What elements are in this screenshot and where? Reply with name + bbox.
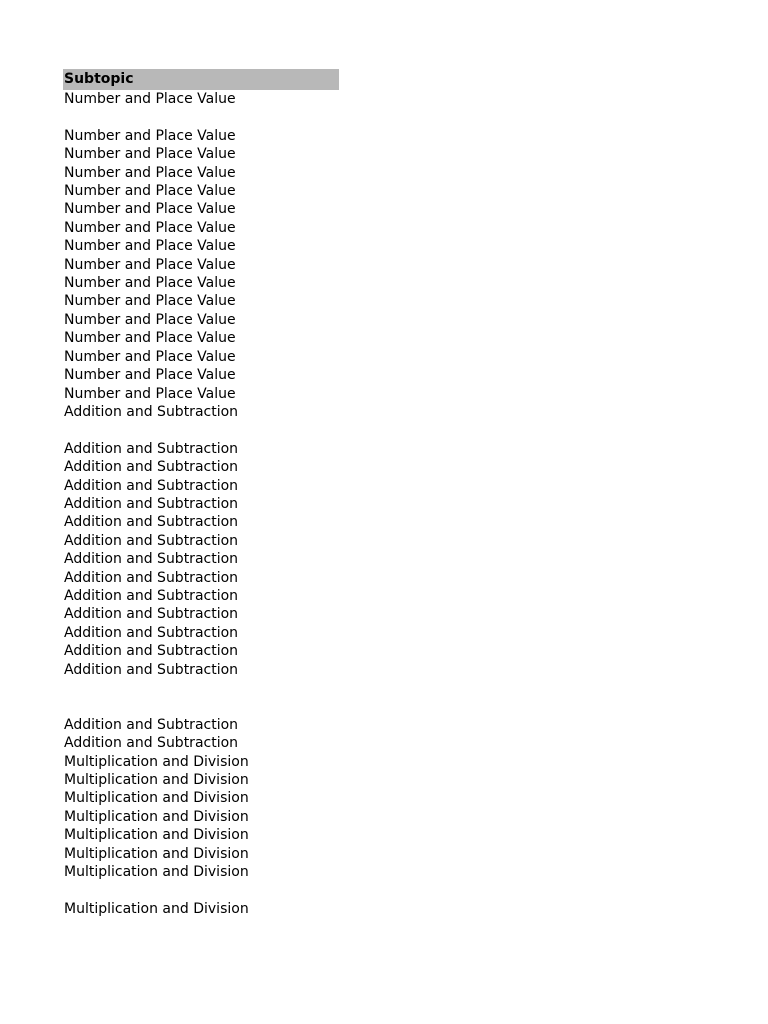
table-row[interactable]: Multiplication and Division (64, 845, 249, 862)
table-row[interactable]: Number and Place Value (64, 219, 236, 236)
table-row[interactable]: Addition and Subtraction (64, 606, 239, 623)
empty-cell[interactable] (63, 421, 339, 439)
table-row[interactable]: Multiplication and Division (64, 827, 249, 844)
table-row[interactable]: Number and Place Value (64, 238, 236, 255)
table-row[interactable]: Number and Place Value (64, 164, 236, 181)
table-row[interactable]: Number and Place Value (64, 146, 236, 163)
table-row[interactable]: Addition and Subtraction (64, 514, 239, 531)
table-row[interactable]: Number and Place Value (64, 311, 236, 328)
table-row[interactable]: Number and Place Value (64, 367, 236, 384)
table-row[interactable]: Multiplication and Division (64, 864, 249, 881)
table-row[interactable]: Number and Place Value (64, 201, 236, 218)
spreadsheet-column (63, 69, 339, 918)
table-row[interactable]: Multiplication and Division (64, 772, 249, 789)
table-row[interactable]: Addition and Subtraction (64, 643, 239, 660)
table-row[interactable]: Addition and Subtraction (64, 495, 239, 512)
table-row[interactable]: Addition and Subtraction (64, 477, 239, 494)
table-row[interactable]: Number and Place Value (64, 348, 236, 365)
table-row[interactable]: Addition and Subtraction (64, 459, 239, 476)
table-row[interactable]: Number and Place Value (64, 293, 236, 310)
empty-cell[interactable] (63, 697, 339, 715)
table-row[interactable]: Multiplication and Division (64, 790, 249, 807)
table-row[interactable]: Addition and Subtraction (64, 551, 239, 568)
table-row[interactable]: Multiplication and Division (64, 808, 249, 825)
table-row[interactable]: Multiplication and Division (64, 900, 249, 917)
table-row[interactable]: Number and Place Value (64, 183, 236, 200)
empty-cell[interactable] (63, 679, 339, 697)
table-row[interactable]: Addition and Subtraction (64, 532, 239, 549)
table-row[interactable]: Addition and Subtraction (64, 624, 239, 641)
cell-list (63, 90, 339, 918)
table-row[interactable]: Addition and Subtraction (64, 569, 239, 586)
table-row[interactable]: Addition and Subtraction (64, 587, 239, 604)
empty-cell[interactable] (63, 881, 339, 899)
table-row[interactable]: Number and Place Value (64, 330, 236, 347)
table-row[interactable]: Addition and Subtraction (64, 716, 239, 733)
empty-cell[interactable] (63, 108, 339, 126)
table-row[interactable]: Multiplication and Division (64, 753, 249, 770)
table-row[interactable]: Addition and Subtraction (64, 403, 239, 420)
table-row[interactable]: Addition and Subtraction (64, 735, 239, 752)
column-header-subtopic[interactable]: Subtopic (63, 69, 339, 90)
table-row[interactable]: Number and Place Value (64, 127, 236, 144)
table-row[interactable]: Number and Place Value (64, 91, 236, 107)
table-row[interactable]: Number and Place Value (64, 385, 236, 402)
table-row[interactable]: Addition and Subtraction (64, 440, 239, 457)
table-row[interactable]: Number and Place Value (64, 256, 236, 273)
table-row[interactable]: Addition and Subtraction (64, 661, 239, 678)
table-row[interactable]: Number and Place Value (64, 275, 236, 292)
